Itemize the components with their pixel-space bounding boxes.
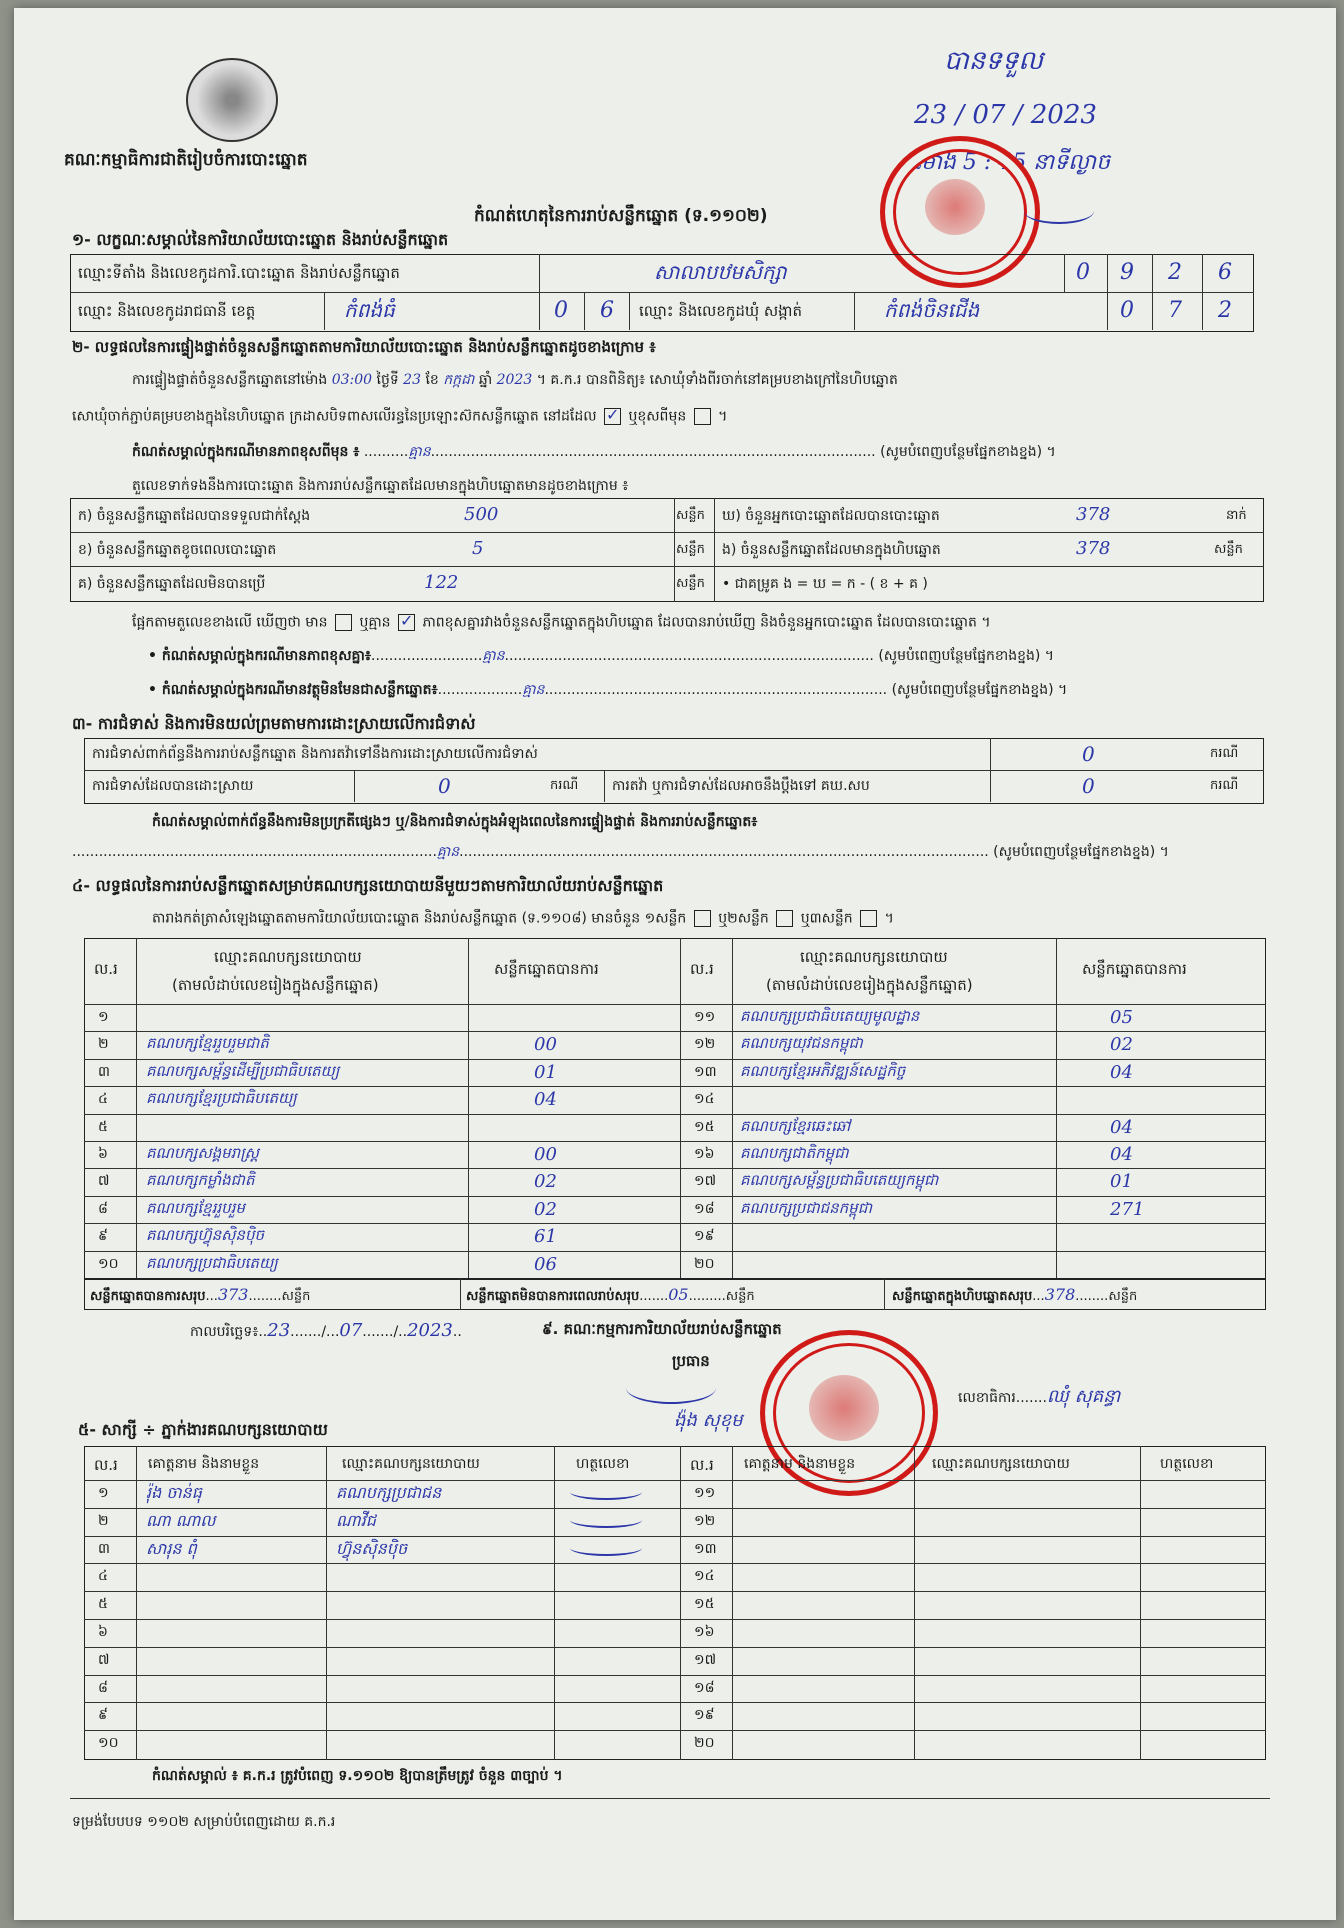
- resolved-label: ការជំទាស់ដែលបានដោះស្រាយ: [92, 778, 254, 794]
- results-row-votes: 61: [534, 1226, 557, 1248]
- change-note: កំណត់សម្គាល់ក្នុងករណីមានភាពខុសពីមុន ៖ ..........គ្មាន.................................................................................................... (សូមបំពេញបន្ថែមផ្នែកខាងខ្នង) ។: [132, 444, 1056, 460]
- witness-row-no: ១៦: [694, 1624, 715, 1640]
- appeal-label: ការតវ៉ា ឬការជំទាស់ដែលអាចនឹងប្ដឹងទៅ គឃ.សប: [612, 778, 870, 794]
- witness-signature: [570, 1540, 642, 1556]
- results-row-no: ១៥: [694, 1118, 715, 1135]
- formula: • ជាគម្រូគ ង = ឃ = ក - ( ខ + គ ): [722, 576, 928, 592]
- results-row-votes: 05: [1110, 1007, 1133, 1028]
- witness-col-no-left: ល.រ: [94, 1456, 118, 1474]
- results-row-no: ១៦: [694, 1146, 715, 1162]
- witness-row-party: គណបក្សប្រជាជន: [336, 1483, 442, 1502]
- results-row-party: គណបក្សខ្មែរប្រជាធិបតេយ្យ: [146, 1089, 297, 1108]
- results-col-party-right: ឈ្មោះគណបក្សនយោបាយ: [800, 948, 948, 966]
- commune-label: ឈ្មោះ និងលេខកូដឃុំ សង្កាត់: [639, 302, 802, 320]
- secretary-label: លេខាធិការ.......ឈុំ សុគន្ធា: [958, 1386, 1121, 1407]
- section3-heading: ៣- ការជំទាស់ និងការមិនយល់ព្រមតាមការដោះស្រាយលើការជំទាស់: [72, 714, 476, 733]
- ballots-unused-label: គ) ចំនួនសន្លឹកឆ្នោតដែលមិនបានប្រើ: [78, 576, 266, 592]
- discrepancy-no-checkbox[interactable]: [398, 614, 415, 631]
- voters-value: 378: [1076, 504, 1111, 525]
- figures-intro: តួលេខទាក់ទងនឹងការបោះឆ្នោត និងការរាប់សន្លឹកឆ្នោតដែលមានក្នុងហិបឆ្នោតមានដូចខាងក្រោម ៖: [132, 478, 629, 494]
- resolved-value: 0: [438, 774, 451, 798]
- witness-row-name: រ៉ុង ចាន់ធុ: [146, 1483, 202, 1502]
- three-sheet-checkbox[interactable]: [860, 910, 877, 927]
- ballots-spoiled-label: ខ) ចំនួនសន្លឹកឆ្នោតខូចពេលបោះឆ្នោត: [78, 542, 277, 558]
- witness-signature: [570, 1512, 642, 1528]
- witness-col-no-right: ល.រ: [690, 1456, 714, 1474]
- results-col-votes-left: សន្លឹកឆ្នោតបានការ: [494, 960, 599, 978]
- results-row-votes: 02: [534, 1171, 557, 1193]
- results-row-votes: 06: [534, 1253, 557, 1275]
- results-row-no: ៥: [98, 1118, 108, 1135]
- discrepancy-yes-checkbox[interactable]: [335, 614, 352, 631]
- witness-col-name-right: គោត្តនាម និងនាមខ្លួន: [744, 1456, 856, 1472]
- results-row-party: គណបក្សប្រជាជនកម្ពុជា: [740, 1198, 872, 1217]
- results-col-party-sub-right: (តាមលំដាប់លេខរៀងក្នុងសន្លឹកឆ្នោត): [766, 976, 973, 994]
- section2-heading: ២- លទ្ធផលនៃការផ្ទៀងផ្ទាត់ចំនួនសន្លឹកឆ្នោតតាមការិយាល័យបោះឆ្នោត និងរាប់សន្លឹកឆ្នោតដូចខាងក្រោម ៖: [72, 338, 656, 356]
- results-row-no: ១៧: [694, 1173, 717, 1190]
- org-name: គណៈកម្មាធិការជាតិរៀបចំការបោះឆ្នោត: [64, 150, 308, 170]
- province-code-2: 6: [600, 298, 614, 323]
- results-row-no: ២: [98, 1036, 109, 1053]
- results-row-party: គណបក្សប្រជាធិបតេយ្យមូលដ្ឋាន: [740, 1007, 920, 1025]
- witness-row-no: ១១: [694, 1485, 716, 1501]
- witness-row-no: ១៣: [694, 1540, 717, 1557]
- results-row-votes: 04: [1110, 1116, 1133, 1138]
- appeal-unit: ករណី: [1210, 778, 1239, 793]
- unchanged-checkbox[interactable]: [604, 408, 621, 425]
- chair-signature: [626, 1372, 716, 1404]
- results-row-no: ៩: [98, 1228, 108, 1245]
- ballots-received-unit: សន្លឹក: [676, 508, 705, 523]
- irregularity-note: កំណត់សម្គាល់ពាក់ព័ន្ធនឹងការមិនប្រក្រតីផ្សេងៗ ឬ/និងការជំទាស់ក្នុងអំឡុងពេលនៃការផ្ទៀងផ្ទាត់ និងការរាប់សន្លឹកឆ្នោត៖: [152, 814, 758, 830]
- witness-row-party: ណាវីជ: [336, 1510, 376, 1530]
- results-row-no: ៧: [98, 1173, 110, 1190]
- discrepancy-line: ផ្អែកតាមតួលេខខាងលើ ឃើញថា មាន ឬគ្មាន ✓ ភាពខុសគ្នារវាងចំនួនសន្លឹកឆ្នោតក្នុងហិបឆ្នោត ដែលបានរាប់ឃើញ និងចំនួនអ្នកបោះឆ្នោត ដែលបានបោះឆ្នោត ។: [132, 614, 991, 631]
- results-row-no: ១៩: [694, 1228, 715, 1245]
- ballots-received-label: ក) ចំនួនសន្លឹកឆ្នោតដែលបានទទួលជាក់ស្ដែង: [78, 508, 311, 524]
- witness-col-party-left: ឈ្មោះគណបក្សនយោបាយ: [342, 1456, 480, 1472]
- results-row-no: ១២: [694, 1036, 716, 1053]
- witness-row-no: ៥: [98, 1596, 108, 1613]
- irregularity-note-line2: ..................................................................................គ្មាន....................................................................................................................... (សូមបំពេញបន្ថែមផ្នែកខាងខ្នង) ។: [72, 844, 1169, 860]
- witness-row-no: ៩: [98, 1707, 108, 1724]
- results-col-no-right: ល.រ: [690, 960, 714, 978]
- results-row-no: ៦: [98, 1146, 108, 1162]
- footnote: កំណត់សម្គាល់ ៖ គ.ក.រ ត្រូវបំពេញ ទ.១១០២ ឱ្យបានត្រឹមត្រូវ ចំនួន ៣ច្បាប់ ។: [152, 1768, 563, 1784]
- results-row-no: ៣: [98, 1063, 110, 1080]
- results-row-votes: 02: [534, 1198, 557, 1220]
- results-row-votes: 02: [1110, 1034, 1133, 1056]
- results-row-party: គណបក្សហ៊្វុនស៊ិនប៉ិច: [146, 1226, 264, 1245]
- results-row-no: ៤: [98, 1091, 108, 1108]
- ballot-counting-form: [14, 8, 1336, 1920]
- results-col-party-sub-left: (តាមលំដាប់លេខរៀងក្នុងសន្លឹកឆ្នោត): [172, 976, 379, 994]
- province-code-1: 0: [554, 298, 568, 323]
- witness-table: [84, 1446, 1266, 1760]
- changed-checkbox[interactable]: [694, 408, 711, 425]
- ballots-in-box-value: 378: [1076, 538, 1111, 559]
- chair-name: ង៉ុង សុខុម: [674, 1410, 743, 1431]
- results-row-no: ១: [98, 1009, 109, 1025]
- ballots-unused-value: 122: [424, 572, 459, 593]
- station-code-3: 2: [1168, 260, 1182, 285]
- voters-label: ឃ) ចំនួនអ្នកបោះឆ្នោតដែលបានបោះឆ្នោត: [722, 508, 940, 524]
- objections-value: 0: [1082, 742, 1095, 766]
- voters-unit: នាក់: [1226, 508, 1247, 523]
- section4-heading: ៤- លទ្ធផលនៃការរាប់សន្លឹកឆ្នោតសម្រាប់គណបក្សនយោបាយនីមួយៗតាមការិយាល័យរាប់សន្លឹកឆ្នោត: [72, 876, 664, 895]
- verification-line1: ការផ្ទៀងផ្ទាត់ចំនួនសន្លឹកឆ្នោតនៅម៉ោង 03:00 ថ្ងៃទី 23 ខែ កក្កដា ឆ្នាំ 2023 ។ គ.ក.រ បានពិនិត្យ៖ សោឃុំទាំងពីរចាក់នៅគម្របខាងក្រៅនៃហិបឆ្នោត: [132, 372, 898, 388]
- witness-row-no: ២០: [694, 1735, 715, 1752]
- invalid-total: សន្លឹកឆ្នោតមិនបានការពេលរាប់សរុប.......05.........សន្លឹក: [466, 1285, 755, 1304]
- ballots-spoiled-value: 5: [472, 538, 484, 559]
- results-row-no: ១៨: [694, 1200, 715, 1217]
- results-row-party: គណបក្សប្រជាធិបតេយ្យ: [146, 1253, 278, 1272]
- province-label: ឈ្មោះ និងលេខកូដរាជធានី ខេត្ត: [78, 302, 256, 320]
- witness-row-party: ហ៊្វុនស៊ិនប៉ិច: [336, 1538, 408, 1558]
- witness-row-no: ១៧: [694, 1651, 717, 1668]
- results-col-votes-right: សន្លឹកឆ្នោតបានការ: [1082, 960, 1187, 978]
- results-row-votes: 04: [1110, 1061, 1133, 1083]
- committee-label: ៩. គណៈកម្មការការិយាល័យរាប់សន្លឹកឆ្នោត: [542, 1320, 782, 1338]
- ballots-in-box-unit: សន្លឹក: [1214, 542, 1243, 557]
- witness-col-name-left: គោត្តនាម និងនាមខ្លួន: [148, 1456, 260, 1472]
- polling-station-name: សាលាបឋមសិក្សា: [654, 260, 787, 284]
- results-row-votes: 271: [1110, 1198, 1145, 1220]
- national-emblem-icon: [186, 58, 278, 142]
- results-row-party: គណបក្សសម្ព័ន្ធប្រជាធិបតេយ្យកម្ពុជា: [740, 1171, 939, 1190]
- results-row-party: គណបក្សខ្មែររួបរួមជាតិ: [146, 1034, 269, 1053]
- results-row-party: គណបក្សខ្មែរឆេះឆៅ: [740, 1116, 851, 1135]
- valid-total: សន្លឹកឆ្នោតបានការសរុប...373........សន្លឹក: [90, 1285, 311, 1304]
- station-code-1: 0: [1076, 260, 1090, 285]
- province-name: កំពង់ធំ: [344, 298, 395, 322]
- results-row-votes: 01: [1110, 1171, 1133, 1193]
- form-footer: ទម្រង់បែបបទ ១១០២ សម្រាប់បំពេញដោយ គ.ក.រ: [72, 1814, 336, 1830]
- ballots-received-value: 500: [464, 504, 499, 525]
- commune-name: កំពង់ចិនជើង: [884, 298, 980, 322]
- witness-row-no: ១០: [98, 1735, 119, 1752]
- results-row-votes: 00: [534, 1034, 557, 1056]
- witness-col-sign-right: ហត្ថលេខា: [1160, 1456, 1214, 1472]
- witness-row-no: ១: [98, 1485, 109, 1501]
- resolved-unit: ករណី: [550, 778, 579, 793]
- witness-row-no: ៣: [98, 1540, 110, 1557]
- received-date: 23 / 07 / 2023: [914, 100, 1097, 130]
- witness-signature: [570, 1484, 642, 1500]
- results-row-no: ២០: [694, 1255, 715, 1272]
- results-row-no: ១៣: [694, 1063, 717, 1080]
- two-sheet-checkbox[interactable]: [776, 910, 793, 927]
- ballots-unused-unit: សន្លឹក: [676, 576, 705, 591]
- discrepancy-note: • កំណត់សម្គាល់ក្នុងករណីមានភាពខុសគ្នា៖.........................គ្មាន................................................................................... (សូមបំពេញបន្ថែមផ្នែកខាងខ្នង) ។: [148, 648, 1055, 664]
- received-time: ម៉ោង 5 : 45 នាទីល្ងាច: [914, 150, 1111, 175]
- results-row-no: ១០: [98, 1255, 119, 1272]
- polling-station-label: ឈ្មោះទីតាំង និងលេខកូដការិ.បោះឆ្នោត និងរាប់សន្លឹកឆ្នោត: [78, 264, 400, 282]
- witness-row-name: ណា ណាល: [146, 1510, 216, 1530]
- objections-label: ការជំទាស់ពាក់ព័ន្ធនឹងការរាប់សន្លឹកឆ្នោត និងការតវ៉ាទៅនឹងការដោះស្រាយលើការជំទាស់: [92, 746, 538, 762]
- received-label: បានទទួល: [944, 46, 1044, 76]
- objections-unit: ករណី: [1210, 746, 1239, 761]
- results-row-no: ១១: [694, 1009, 716, 1025]
- results-row-votes: 01: [534, 1061, 557, 1083]
- results-row-votes: 04: [1110, 1144, 1133, 1165]
- witness-col-party-right: ឈ្មោះគណបក្សនយោបាយ: [932, 1456, 1070, 1472]
- form-title: កំណត់ហេតុនៃការរាប់សន្លឹកឆ្នោត (ទ.១១០២): [474, 206, 768, 226]
- results-row-votes: 04: [534, 1089, 557, 1111]
- signing-date: កាលបរិច្ឆេទ៖..23......./...07......./..2023..: [190, 1320, 462, 1341]
- station-code-2: 9: [1120, 260, 1134, 285]
- commune-code-2: 7: [1168, 298, 1182, 323]
- results-row-party: គណបក្សជាតិកម្ពុជា: [740, 1144, 849, 1162]
- witness-row-no: ២: [98, 1512, 109, 1529]
- witness-row-no: ១៥: [694, 1596, 715, 1613]
- section1-heading: ១- លក្ខណៈសម្គាល់នៃការិយាល័យបោះឆ្នោត និងរាប់សន្លឹកឆ្នោត: [72, 230, 449, 249]
- results-row-party: គណបក្សសម្ព័ន្ធដើម្បីប្រជាធិបតេយ្យ: [146, 1061, 340, 1080]
- results-col-no-left: ល.រ: [94, 960, 118, 978]
- witness-row-no: ១៩: [694, 1707, 715, 1724]
- witness-row-no: ១៨: [694, 1679, 715, 1696]
- box-total: សន្លឹកឆ្នោតក្នុងហិបឆ្នោតសរុប...378........សន្លឹក: [892, 1285, 1138, 1304]
- receiver-signature: [1024, 198, 1094, 224]
- results-row-no: ៨: [98, 1200, 108, 1217]
- verification-line2: សោឃុំចាក់ភ្ជាប់គម្របខាងក្នុងនៃហិបឆ្នោត ក្រដាសបិទពាសលើរន្ធនៃប្រឡោះស៊កសន្លឹកឆ្នោត នៅដដែល ✓ ឬខុសពីមុន ។: [72, 408, 727, 425]
- results-col-party-left: ឈ្មោះគណបក្សនយោបាយ: [214, 948, 362, 966]
- witness-row-no: ៧: [98, 1651, 110, 1668]
- tally-intro: តារាងកត់ត្រាសំឡេងឆ្នោតតាមការិយាល័យបោះឆ្នោត និងរាប់សន្លឹកឆ្នោត (ទ.១១០៨) មានចំនួន ១សន្លឹក ឬ២សន្លឹក ឬ៣សន្លឹក ។: [152, 910, 894, 927]
- results-row-votes: 00: [534, 1144, 557, 1165]
- appeal-value: 0: [1082, 774, 1095, 798]
- witness-row-no: ១៤: [694, 1568, 715, 1585]
- results-row-party: គណបក្សកម្លាំងជាតិ: [146, 1171, 255, 1190]
- witness-row-no: ៤: [98, 1568, 108, 1585]
- chair-label: ប្រធាន: [672, 1352, 710, 1370]
- witness-row-no: ១២: [694, 1512, 716, 1529]
- one-sheet-checkbox[interactable]: [694, 910, 711, 927]
- section5-heading: ៥- សាក្សី ÷ ភ្នាក់ងារគណបក្សនយោបាយ: [78, 1420, 328, 1439]
- results-row-party: គណបក្សខ្មែរអភិវឌ្ឍន៍សេដ្ឋកិច្ច: [740, 1061, 906, 1080]
- results-row-party: គណបក្សយុវជនកម្ពុជា: [740, 1034, 863, 1053]
- witness-row-no: ៨: [98, 1679, 108, 1696]
- witness-row-name: សារុន ពុំ: [146, 1538, 197, 1558]
- commune-code-3: 2: [1218, 298, 1232, 323]
- witness-col-sign-left: ហត្ថលេខា: [576, 1456, 630, 1472]
- witness-row-no: ៦: [98, 1624, 108, 1640]
- ballots-in-box-label: ង) ចំនួនសន្លឹកឆ្នោតដែលមានក្នុងហិបឆ្នោត: [722, 542, 941, 558]
- results-row-party: គណបក្សខ្មែររួបរួម: [146, 1198, 245, 1217]
- foreign-object-note: • កំណត់សម្គាល់ក្នុងករណីមានវត្ថុមិនមែនជាសន្លឹកឆ្នោត៖...................គ្មាន............................................................................. (សូមបំពេញបន្ថែមផ្នែកខាងខ្នង) ។: [148, 682, 1068, 698]
- ballots-spoiled-unit: សន្លឹក: [676, 542, 705, 557]
- commune-code-1: 0: [1120, 298, 1134, 323]
- results-row-party: គណបក្សសង្គមរាស្ត្រ: [146, 1144, 259, 1162]
- station-code-4: 6: [1218, 260, 1232, 285]
- results-row-no: ១៤: [694, 1091, 715, 1108]
